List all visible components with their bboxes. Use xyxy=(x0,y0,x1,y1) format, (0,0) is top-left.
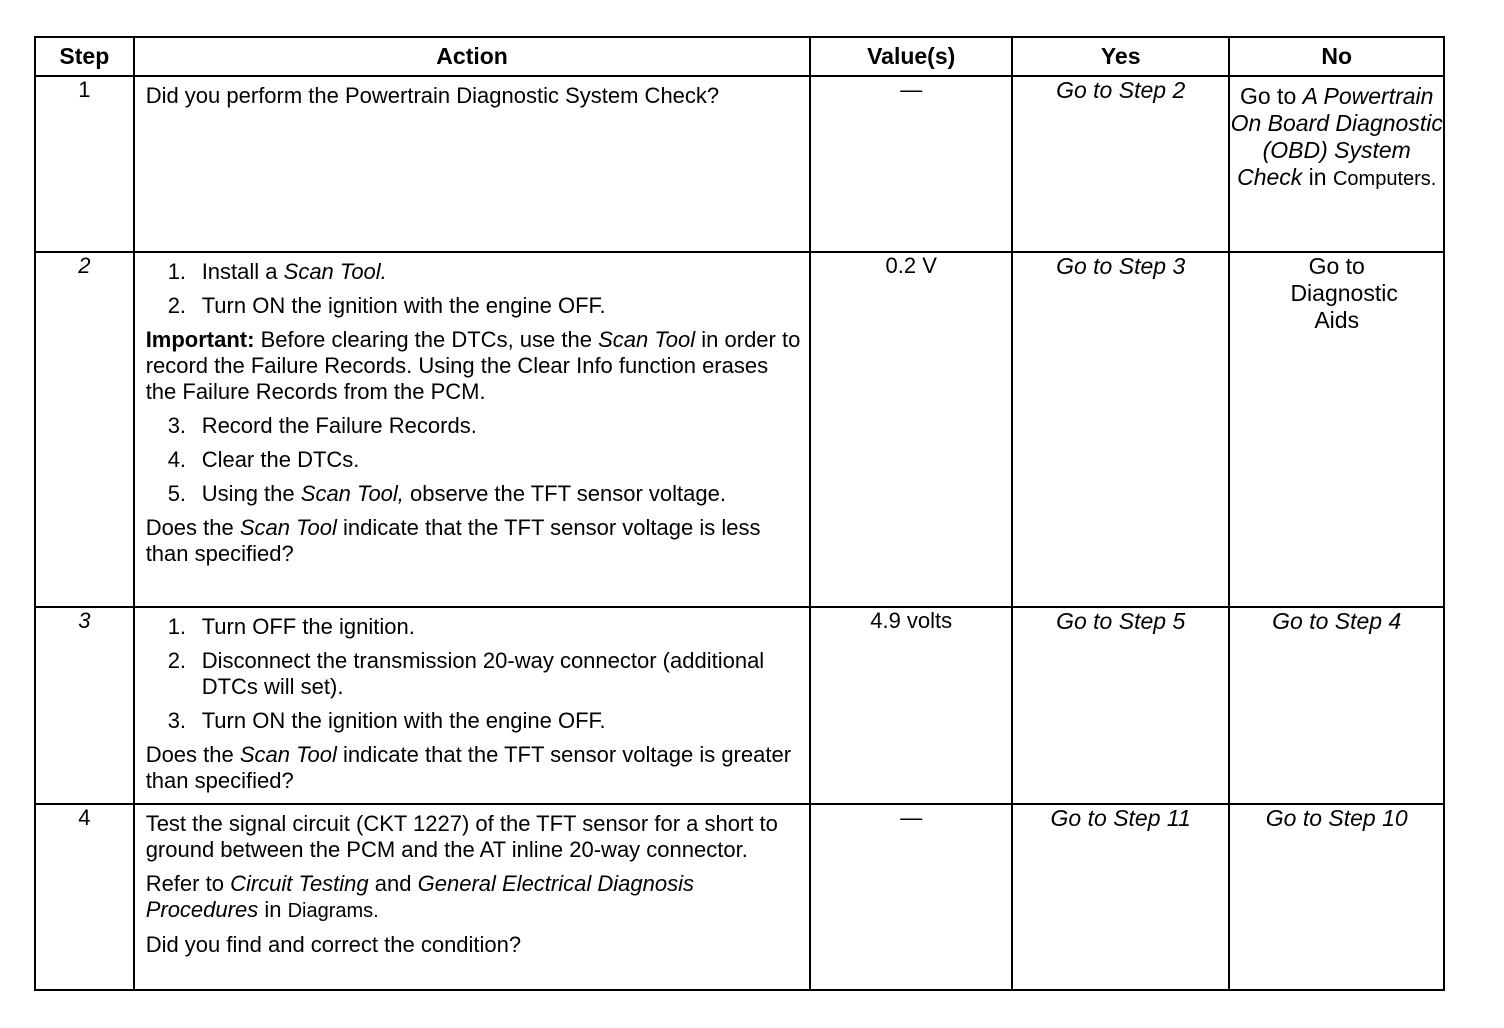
question-post: indicate that the TFT sensor voltage is less than specified? xyxy=(145,515,761,566)
refer-and: and xyxy=(374,871,412,896)
table-row xyxy=(35,607,1444,804)
important-label: Important: xyxy=(145,327,255,352)
no-text: Go to Diagnostic Aids xyxy=(1290,253,1398,333)
list-number: 2. xyxy=(167,648,187,673)
value-cell: — xyxy=(810,76,1011,252)
list-number: 4. xyxy=(167,447,187,472)
important-text-rest: in order to record the Failure Records. Using the Clear Info function erases the Failure Records from the PCM. xyxy=(145,327,801,404)
header-row xyxy=(35,37,1444,76)
header-yes: Yes xyxy=(1012,37,1230,76)
list-number: 1. xyxy=(167,614,187,639)
list-number: 1. xyxy=(167,259,187,284)
no-cell: Go to Step 4 xyxy=(1229,607,1444,804)
action-steps xyxy=(146,413,802,507)
list-text: Turn ON the ignition with the engine OFF. xyxy=(201,293,606,318)
list-number: 3. xyxy=(167,708,187,733)
list-item xyxy=(146,614,802,640)
list-item xyxy=(146,447,802,473)
no-cell xyxy=(1229,76,1444,252)
no-suffix: in xyxy=(1308,164,1327,190)
important-text: Before clearing the DTCs, use the xyxy=(260,327,592,352)
list-text: Turn ON the ignition with the engine OFF. xyxy=(201,708,606,733)
action-steps xyxy=(146,614,802,734)
header-action: Action xyxy=(134,37,811,76)
table-row xyxy=(35,804,1444,990)
no-prefix: Go to xyxy=(1239,83,1297,109)
refer-loc: Diagrams. xyxy=(287,900,379,922)
list-text: Turn OFF the ignition. xyxy=(201,614,415,639)
yes-cell: Go to Step 2 xyxy=(1012,76,1230,252)
important-em: Scan Tool xyxy=(598,327,696,352)
value-cell: 4.9 volts xyxy=(810,607,1011,804)
list-item xyxy=(146,648,802,700)
list-item xyxy=(146,293,802,319)
action-question xyxy=(146,515,802,567)
question-em: Scan Tool xyxy=(239,742,337,767)
refer-in: in xyxy=(264,897,282,922)
list-text: Install a xyxy=(201,259,278,284)
header-step: Step xyxy=(35,37,134,76)
yes-cell: Go to Step 11 xyxy=(1012,804,1230,990)
list-item xyxy=(146,481,802,507)
table-row xyxy=(35,252,1444,607)
step-number: 2 xyxy=(35,252,134,607)
list-text: Scan Tool, xyxy=(300,481,404,506)
header-values: Value(s) xyxy=(810,37,1011,76)
action-text: Test the signal circuit (CKT 1227) of the TFT sensor for a short to ground between the PCM and the AT inline 20-way connector. xyxy=(145,811,778,862)
value-cell: 0.2 V xyxy=(810,252,1011,607)
action-cell xyxy=(134,607,811,804)
list-text: Scan Tool. xyxy=(283,259,387,284)
yes-cell: Go to Step 5 xyxy=(1012,607,1230,804)
yes-cell: Go to Step 3 xyxy=(1012,252,1230,607)
list-item xyxy=(146,259,802,285)
question-post: indicate that the TFT sensor voltage is greater than specified? xyxy=(145,742,792,793)
list-text: Disconnect the transmission 20-way connector (additional DTCs will set). xyxy=(201,648,765,699)
question-em: Scan Tool xyxy=(239,515,337,540)
refer-text xyxy=(146,871,802,924)
action-cell xyxy=(134,804,811,990)
list-text: observe the TFT sensor voltage. xyxy=(410,481,726,506)
list-item xyxy=(146,708,802,734)
no-location: Computers. xyxy=(1332,168,1437,190)
action-cell xyxy=(134,252,811,607)
diagnostic-table xyxy=(34,36,1445,991)
action-steps xyxy=(146,259,802,319)
question-pre: Does the xyxy=(145,515,234,540)
action-cell xyxy=(134,76,811,252)
list-text: Using the xyxy=(201,481,295,506)
action-question: Did you find and correct the condition? xyxy=(145,932,522,957)
no-cell: Go to Step 10 xyxy=(1229,804,1444,990)
action-question: Did you perform the Powertrain Diagnostic System Check? xyxy=(145,83,720,108)
no-cell xyxy=(1229,252,1444,607)
refer-em2: General Electrical Diagnosis Procedures xyxy=(145,871,694,922)
header-no: No xyxy=(1229,37,1444,76)
list-number: 2. xyxy=(167,293,187,318)
no-link: A Powertrain On Board Diagnostic (OBD) System Check xyxy=(1230,83,1443,190)
question-pre: Does the xyxy=(145,742,234,767)
refer-pre: Refer to xyxy=(145,871,224,896)
table-row xyxy=(35,76,1444,252)
value-cell: — xyxy=(810,804,1011,990)
step-number: 4 xyxy=(35,804,134,990)
list-number: 3. xyxy=(167,413,187,438)
important-note xyxy=(146,327,802,405)
step-number: 1 xyxy=(35,76,134,252)
step-number: 3 xyxy=(35,607,134,804)
list-number: 5. xyxy=(167,481,187,506)
list-text: Record the Failure Records. xyxy=(201,413,477,438)
refer-em1: Circuit Testing xyxy=(230,871,369,896)
action-question xyxy=(146,742,802,794)
list-item xyxy=(146,413,802,439)
list-text: Clear the DTCs. xyxy=(201,447,360,472)
